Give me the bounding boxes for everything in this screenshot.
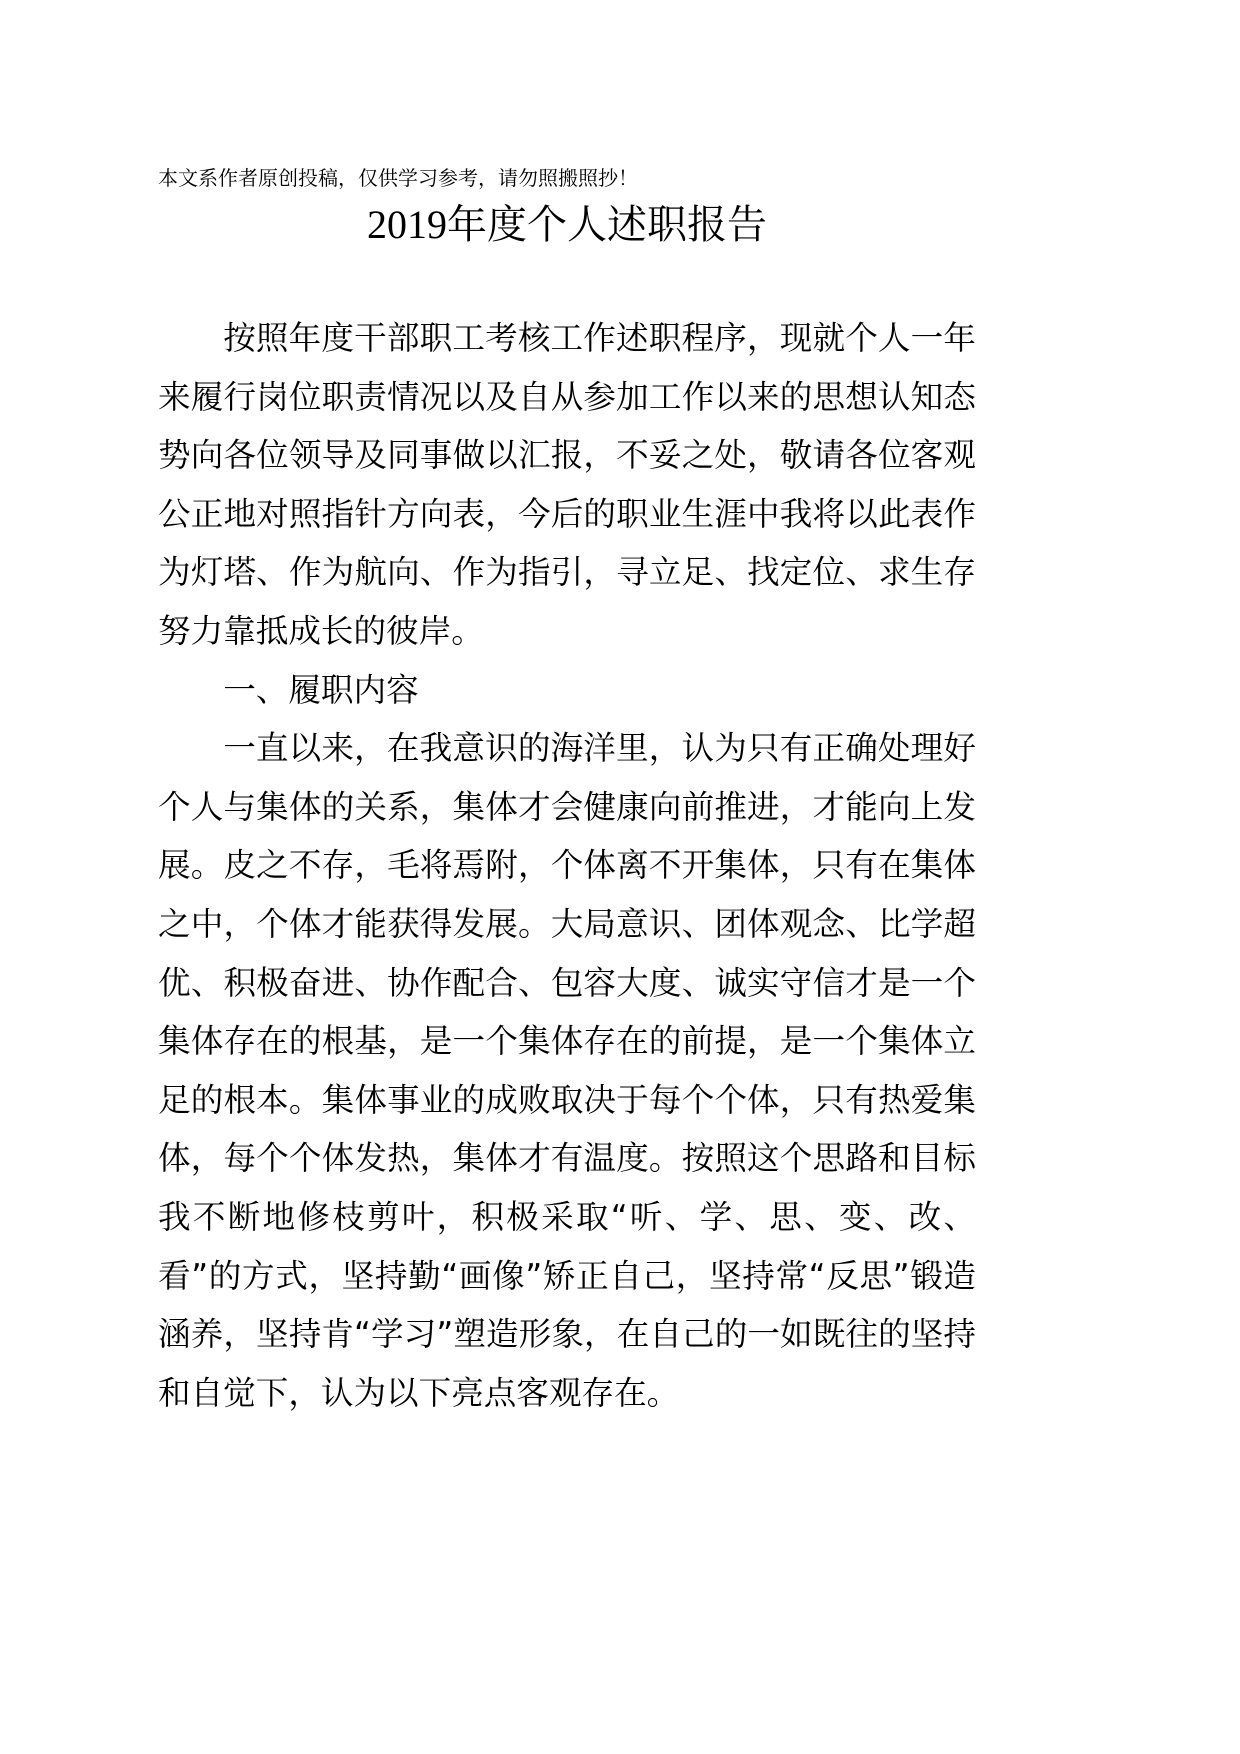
intro-paragraph: 按照年度干部职工考核工作述职程序，现就个人一年来履行岗位职责情况以及自从参加工作以来的思想认知态势向各位领导及同事做以汇报，不妥之处，敬请各位客观公正地对照指针方向表，今后的职业生涯中我将以此表作为灯塔、作为航向、作为指引，寻立足、找定位、求生存努力靠抵成长的彼岸。	[158, 319, 976, 650]
document-body	[158, 309, 976, 1422]
document-title: 2019年度个人述职报告	[367, 202, 767, 247]
section-heading: 一、履职内容	[223, 670, 419, 709]
copyright-notice: 本文系作者原创投稿，仅供学习参考，请勿照搬照抄！	[158, 166, 638, 190]
body-paragraph: 一直以来，在我意识的海洋里，认为只有正确处理好个人与集体的关系，集体才会健康向前推进，才能向上发展。皮之不存，毛将焉附，个体离不开集体，只有在集体之中，个体才能获得发展。大局意识、团体观念、比学超优、积极奋进、协作配合、包容大度、诚实守信才是一个集体存在的根基，是一个集体存在的前提，是一个集体立足的根本。集体事业的成败取决于每个个体，只有热爱集体，每个个体发热，集体才有温度。按照这个思路和目标我不断地修枝剪叶，积极采取“听、学、思、变、改、看”的方式，坚持勤“画像”矫正自己，坚持常“反思”锻造涵养，坚持肯“学习”塑造形象，在自己的一如既往的坚持和自觉下，认为以下亮点客观存在。	[158, 729, 976, 1412]
